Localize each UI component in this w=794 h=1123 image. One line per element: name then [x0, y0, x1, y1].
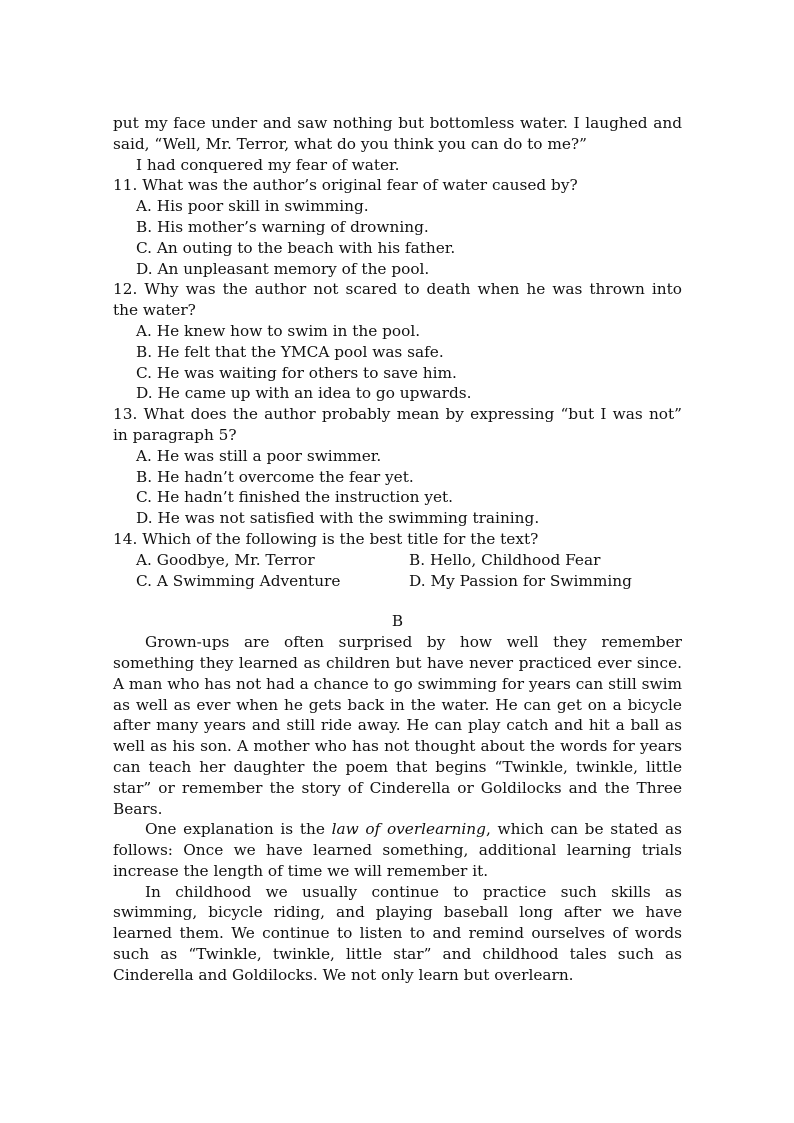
question-13 — [113, 404, 682, 529]
passage-paragraph: put my face under and saw nothing but bottomless water. I laughed and said, “Well, Mr. Terror, what do you think you can do to me?” — [113, 114, 682, 153]
passage-paragraph: I had conquered my fear of water. — [136, 155, 400, 174]
passage-b-paragraph-3: In childhood we usually continue to practice such skills as swimming, bicycle riding, and playing baseball long after we have learned them. We continue to listen to and remind ourselves of words such as “Twinkle, twinkle, little star” and childhood tales such as Cinderella and Goldilocks. We not only learn but overlearn. — [113, 882, 682, 984]
passage-b-paragraph-2 — [113, 819, 682, 881]
document-page — [113, 113, 682, 986]
paragraph-text: One explanation is the — [145, 820, 332, 839]
option-a: A. Goodbye, Mr. Terror — [136, 550, 315, 569]
passage-b-paragraph-1: Grown-ups are often surprised by how well they remember something they learned as children but have never practiced ever since. A man who has not had a chance to go swimming for years can still swim as well as ever when he gets back in the water. He can get on a bicycle after many years and still ride away. He can play catch and hit a ball as well as his son. A mother who has not thought about the words for years can teach her daughter the poem that begins “Twinkle, twinkle, little star” or remember the story of Cinderella or Goldilocks and the Three Bears. — [113, 633, 682, 818]
option-a: A. He knew how to swim in the pool. — [136, 321, 421, 340]
option-a: A. His poor skill in swimming. — [136, 197, 369, 216]
question-stem: 12. Why was the author not scared to death when he was thrown into the water? — [113, 280, 682, 320]
option-c: C. He hadn’t finished the instruction yet. — [136, 488, 454, 507]
option-a: A. He was still a poor swimmer. — [136, 446, 382, 465]
option-b: B. Hello, Childhood Fear — [409, 550, 601, 569]
section-heading: B — [391, 612, 404, 631]
option-d: D. An unpleasant memory of the pool. — [136, 259, 430, 278]
options-row — [113, 550, 682, 571]
question-12 — [113, 279, 682, 404]
option-d: D. My Passion for Swimming — [409, 571, 632, 590]
question-stem: 11. What was the author’s original fear of water caused by? — [113, 176, 578, 195]
option-d: D. He came up with an idea to go upwards. — [136, 384, 472, 403]
options-row — [113, 571, 682, 592]
paragraph-text: , which can be stated as follows: Once we have learned something, additional learning trials increase the length of time we will remember it. — [113, 820, 682, 880]
question-14 — [113, 529, 682, 591]
question-stem: 14. Which of the following is the best title for the text? — [113, 529, 539, 548]
option-b: B. He felt that the YMCA pool was safe. — [136, 342, 444, 361]
option-c: C. He was waiting for others to save him. — [136, 363, 457, 382]
option-b: B. His mother’s warning of drowning. — [136, 217, 429, 236]
question-stem: 13. What does the author probably mean by expressing “but I was not” in paragraph 5? — [113, 405, 682, 444]
option-c: C. An outing to the beach with his father. — [136, 238, 456, 257]
emphasized-term: law of overlearning — [331, 820, 486, 839]
option-d: D. He was not satisfied with the swimming training. — [136, 509, 540, 528]
question-11 — [113, 175, 682, 279]
option-b: B. He hadn’t overcome the fear yet. — [136, 467, 414, 486]
option-c: C. A Swimming Adventure — [136, 571, 341, 590]
